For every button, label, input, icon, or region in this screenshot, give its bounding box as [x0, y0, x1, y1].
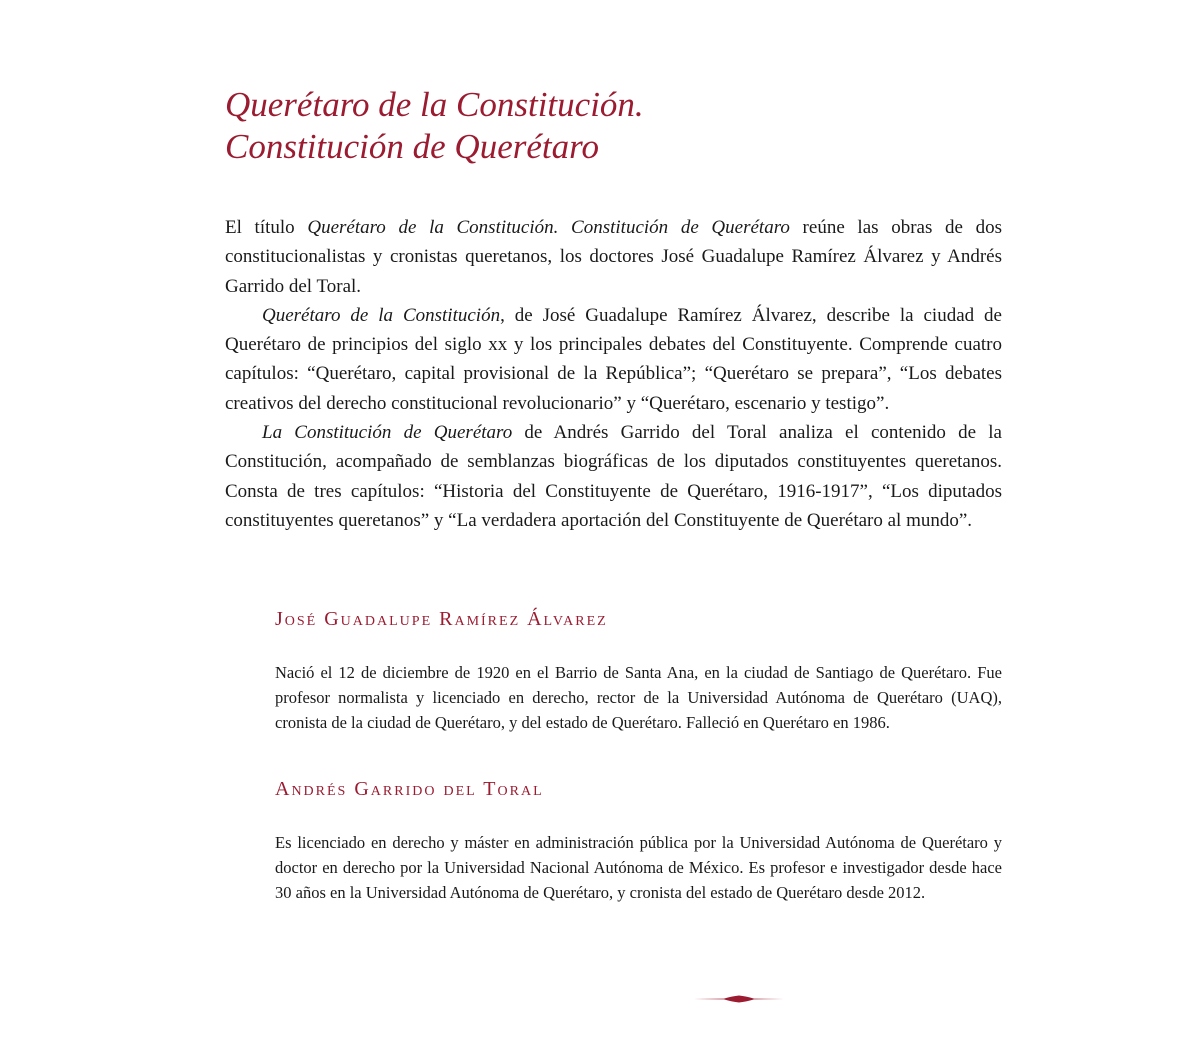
intro-paragraph-3: [225, 418, 1002, 535]
intro-p1-book-title: Querétaro de la Constitución. Constitución de Querétaro: [307, 217, 790, 238]
page-title: [225, 84, 1025, 168]
intro-paragraph-2: [225, 301, 1002, 418]
intro-p1-prefix: El título: [225, 217, 308, 238]
intro-p3-rest: de Andrés Garrido del Toral analiza el contenido de la Constitución, acompañado de semblanzas biográficas de los diputados constituyentes queretanos. Consta de tres capítulos: “Historia del Constituyente de Querétaro, 1916-1917”, “Los diputados constituyentes queretanos” y “La verdadera aportación del Constituyente de Querétaro al mundo”.: [225, 422, 1002, 531]
author-heading-garrido: Andrés Garrido del Toral: [275, 778, 544, 800]
title-line-1: Querétaro de la Constitución.: [225, 85, 644, 124]
intro-p2-rest: , de José Guadalupe Ramírez Álvarez, describe la ciudad de Querétaro de principios del siglo xx y los principales debates del Constituyente. Comprende cuatro capítulos: “Querétaro, capital provisional de la República”; “Querétaro se prepara”, “Los debates creativos del derecho constitucional revolucionario” y “Querétaro, escenario y testigo”.: [225, 304, 1002, 414]
author-heading-ramirez: José Guadalupe Ramírez Álvarez: [275, 608, 608, 630]
intro-paragraph-1: [225, 213, 1002, 301]
intro-p2-book-title: Querétaro de la Constitución: [262, 304, 501, 326]
author-bio-garrido: Es licenciado en derecho y máster en administración pública por la Universidad Autónoma de Querétaro y doctor en derecho por la Universidad Nacional Autónoma de México. Es profesor e investigador desde hace 30 años en la Universidad Autónoma de Querétaro, y cronista del estado de Querétaro desde 2012.: [275, 833, 1002, 902]
intro-p1-rest: reúne las obras de dos constitucionalistas y cronistas queretanos, los doctores José Guadalupe Ramírez Álvarez y Andrés Garrido del Toral.: [225, 217, 1003, 297]
title-line-2: Constitución de Querétaro: [225, 127, 599, 166]
author-bio-ramirez: Nació el 12 de diciembre de 1920 en el Barrio de Santa Ana, en la ciudad de Santiago de Querétaro. Fue profesor normalista y licenciado en derecho, rector de la Universidad Autónoma de Querétaro (UAQ), cronista de la ciudad de Querétaro, y del estado de Querétaro. Falleció en Querétaro en 1986.: [275, 663, 1002, 732]
divider-ornament-icon: [694, 994, 784, 1004]
intro-p3-book-title: La Constitución de Querétaro: [262, 422, 513, 444]
intro-text: [225, 213, 1002, 535]
